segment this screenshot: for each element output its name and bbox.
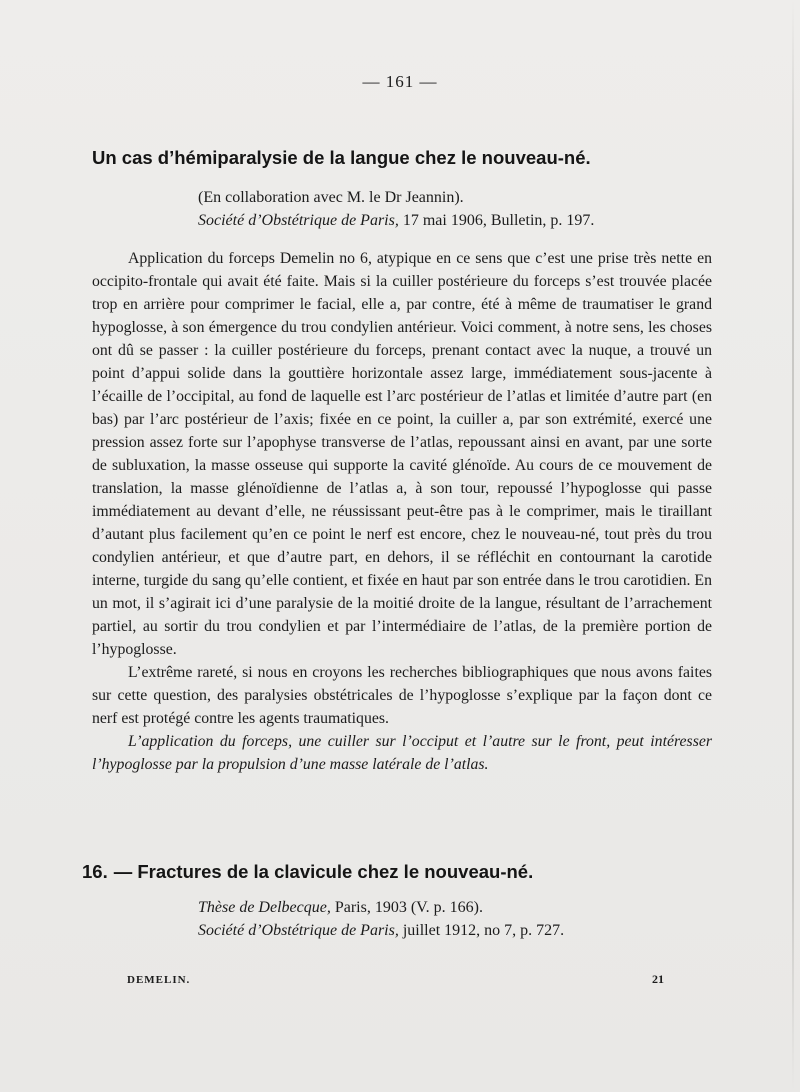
society-citation	[82, 919, 702, 942]
section-title: Un cas d’hémiparalysie de la langue chez le nouveau-né.	[92, 147, 591, 168]
citation-society: Société d’Obstétrique de Paris,	[198, 212, 399, 229]
collaboration-text: (En collaboration avec M. le Dr Jeannin).	[198, 189, 464, 206]
thesis-name: Thèse de Delbecque,	[198, 899, 331, 916]
section-number: 16.	[82, 861, 108, 882]
page-edge-shadow	[792, 0, 794, 1092]
collaboration-line	[92, 186, 712, 209]
section-16-title	[82, 860, 702, 884]
section-hemiparalysie	[92, 146, 712, 776]
thesis-details: Paris, 1903 (V. p. 166).	[330, 899, 483, 916]
society-name: Société d’Obstétrique de Paris,	[198, 922, 399, 939]
conclusion-paragraph: L’application du forceps, une cuiller sur l’occiput et l’autre sur le front, peut intéresser l’hypoglosse par la propulsion d’une masse latérale de l’atlas.	[92, 733, 712, 773]
citation-line	[92, 209, 712, 232]
section-fractures	[82, 860, 702, 942]
footer-author: DEMELIN.	[127, 974, 191, 986]
body-paragraph-2: L’extrême rareté, si nous en croyons les recherches bibliographiques que nous avons faites sur cette question, des paralysies obstétricales de l’hypoglosse s’explique par la façon dont ce nerf est protégé contre les agents traumatiques.	[92, 664, 712, 727]
page-number: — 161 —	[362, 72, 438, 91]
body-paragraph-1: Application du forceps Demelin no 6, atypique en ce sens que c’est une prise très nette en occipito-frontale qui avait été faite. Mais si la cuiller postérieure du forceps s’est trouvée placée trop en arrière pour comprimer le facial, elle a, par contre, été à même de traumatiser le grand hypoglosse, à son émergence du trou condylien antérieur. Voici comment, à notre sens, les choses ont dû se passer : la cuiller postérieure du forceps, prenant contact avec la nuque, a trouvé un point d’appui solide dans la gouttière horizontale assez large, immédiatement sous-jacente à l’écaille de l’occipital, au fond de laquelle est l’arc postérieur de l’atlas et limitée d’autre part (en bas) par l’arc postérieur de l’axis; fixée en ce point, la cuiller a, par son extrémité, exercé une pression assez forte sur l’apophyse transverse de l’atlas, repoussant ainsi en avant, par une sorte de subluxation, la masse osseuse qui supporte la cavité glénoïde. Au cours de ce mouvement de translation, la masse glénoïdienne de l’atlas a, à son tour, repoussé l’hypoglosse qui passe immédiatement au devant d’elle, ne réussissant peut-être pas à le comprimer, mais le tiraillant d’autant plus facilement qu’en ce point le nerf est encore, chez le nouveau-né, tout près du trou condylien antérieur, et que d’autre part, en dehors, il se réfléchit en contournant la carotide interne, turgide du sang qu’elle contient, et fixée en haut par son entrée dans le trou carotidien. En un mot, il s’agirait ici d’une paralysie de la moitié droite de la langue, résultant de l’arrachement partiel, au sortir du trou condylien et par l’intermédiaire de l’atlas, de la première portion de l’hypoglosse.	[92, 250, 712, 658]
section-16-title-text: — Fractures de la clavicule chez le nouveau-né.	[113, 861, 534, 882]
signature-mark: 21	[652, 972, 664, 986]
thesis-citation	[82, 896, 702, 919]
citation-details: 17 mai 1906, Bulletin, p. 197.	[398, 212, 595, 229]
society-details: juillet 1912, no 7, p. 727.	[398, 922, 565, 939]
